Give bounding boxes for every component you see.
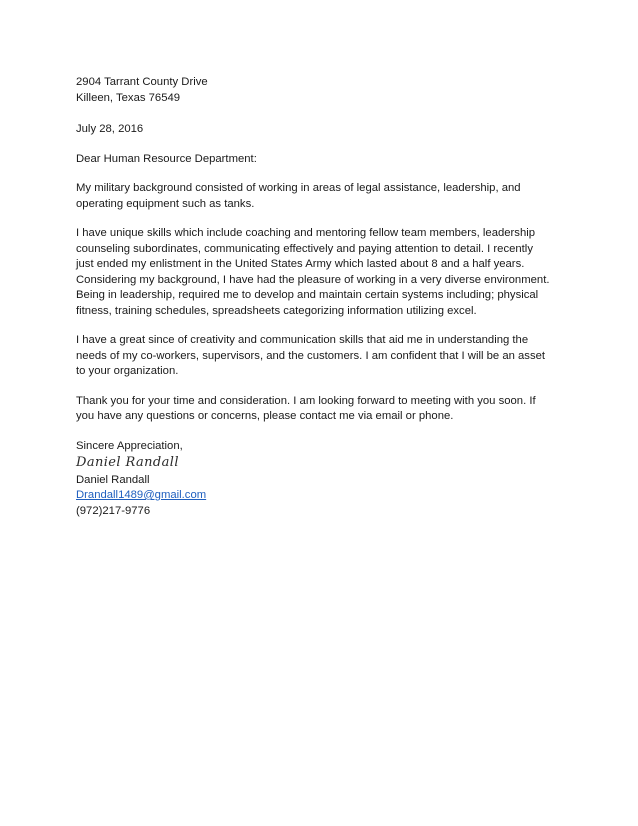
- paragraph-4: [76, 394, 566, 425]
- signer-phone: (972)217-9776: [76, 504, 151, 517]
- paragraph-line: I have unique skills which include coaching and mentoring fellow team members, leadership: [76, 227, 536, 239]
- handwritten-signature: Daniel Randall: [76, 455, 179, 470]
- signer-email-link[interactable]: Drandall1489@gmail.com: [76, 489, 207, 501]
- paragraph-line: My military background consisted of working in areas of legal assistance, leadership, and: [76, 182, 521, 194]
- paragraph-line: Thank you for your time and consideration. I am looking forward to meeting with you soon. If: [76, 394, 536, 407]
- cover-letter: [76, 75, 566, 519]
- paragraph-line: I have a great since of creativity and communication skills that aid me in understanding the: [76, 334, 529, 346]
- address-line-2: Killeen, Texas 76549: [76, 91, 181, 104]
- paragraph-3: [76, 333, 566, 380]
- signer-name: Daniel Randall: [76, 473, 150, 486]
- paragraph-2: [76, 226, 566, 319]
- salutation-text: Dear Human Resource Department:: [76, 152, 257, 165]
- paragraph-line: you have any questions or concerns, please contact me via email or phone.: [76, 410, 454, 422]
- paragraph-1: [76, 181, 566, 212]
- sender-address: [76, 75, 566, 106]
- letter-date: [76, 122, 566, 138]
- paragraph-line: fitness, training schedules, spreadsheets categorizing information utilizing excel.: [76, 304, 477, 317]
- paragraph-line: needs of my co-workers, supervisors, and the customers. I am confident that I will be an asset: [76, 349, 546, 362]
- paragraph-line: just ended my enlistment in the United States Army which lasted about 8 and a half years.: [76, 258, 525, 270]
- paragraph-line: Being in leadership, required me to develop and maintain certain systems including; physical: [76, 289, 539, 301]
- paragraph-line: to your organization.: [76, 365, 179, 377]
- paragraph-line: Considering my background, I have had the pleasure of working in a very diverse environment.: [76, 273, 550, 286]
- address-line-1: 2904 Tarrant County Drive: [76, 76, 208, 88]
- date-text: July 28, 2016: [76, 123, 144, 135]
- closing-text: Sincere Appreciation,: [76, 439, 183, 452]
- closing-block: [76, 439, 566, 520]
- paragraph-line: operating equipment such as tanks.: [76, 197, 255, 210]
- paragraph-line: counseling subordinates, communicating effectively and paying attention to detail. I recently: [76, 242, 533, 255]
- salutation: [76, 152, 566, 168]
